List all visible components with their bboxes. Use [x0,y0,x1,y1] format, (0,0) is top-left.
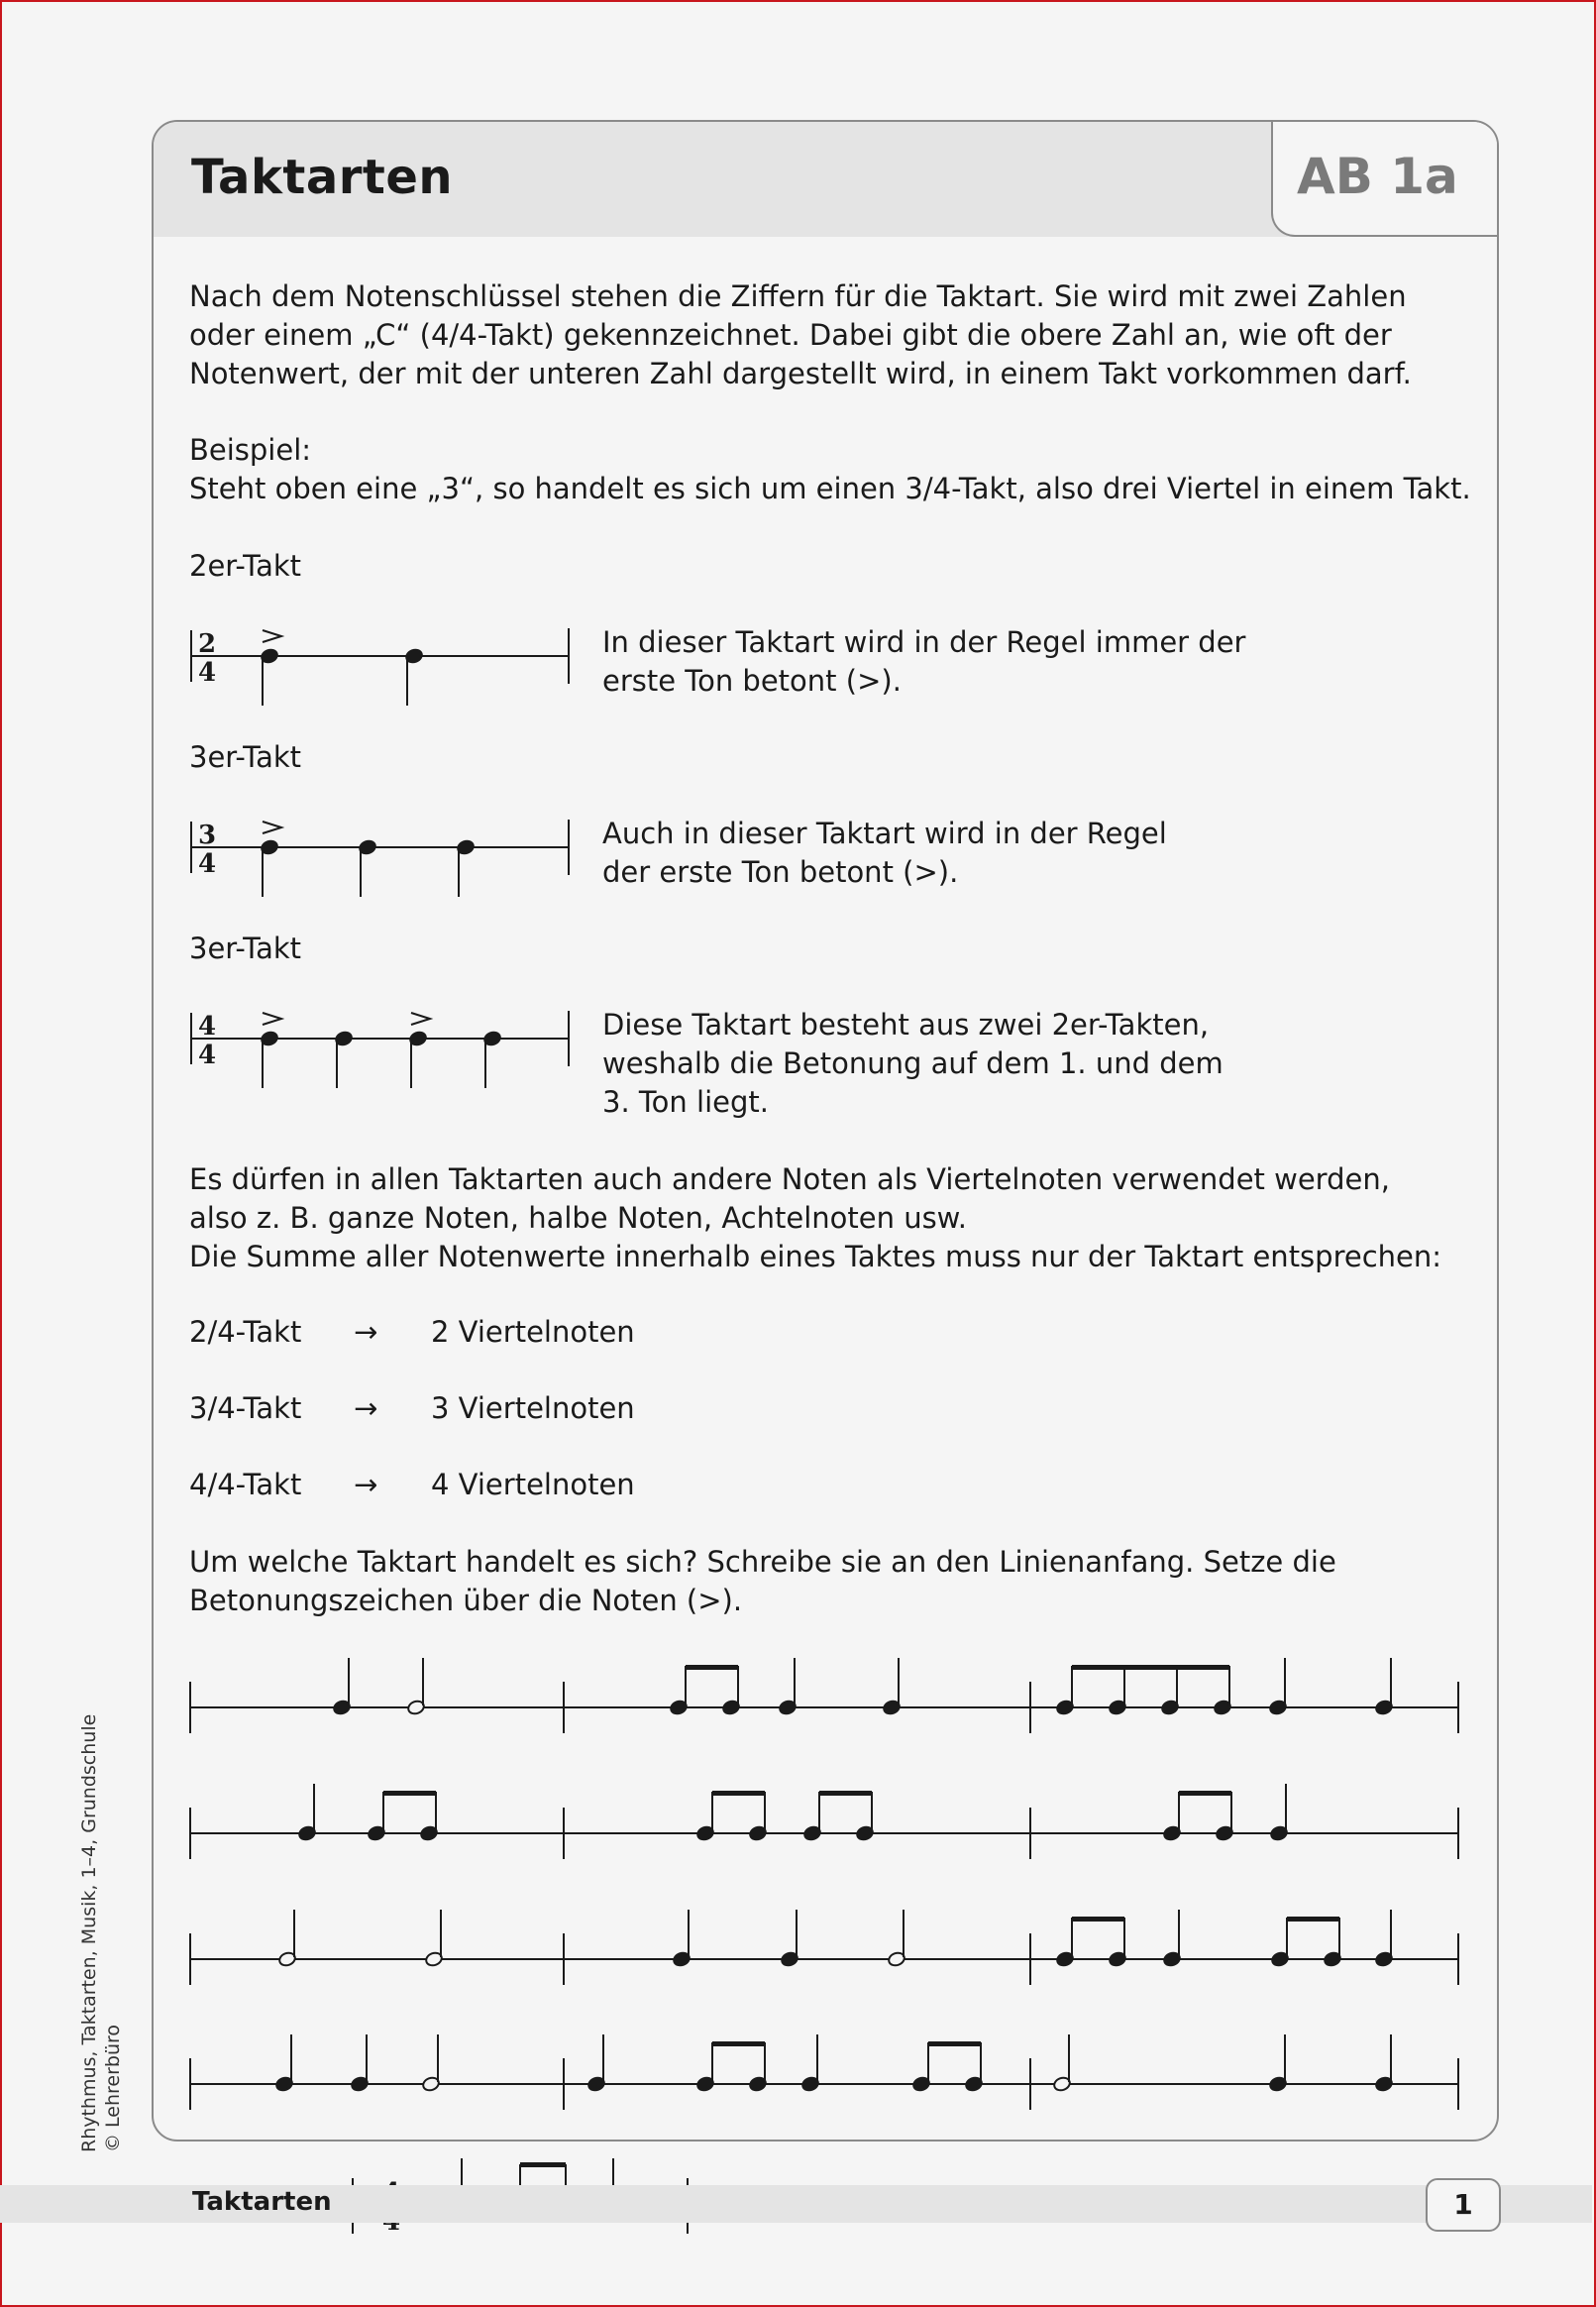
meter-desc-4er-2: weshalb die Betonung auf dem 1. und dem [602,1046,1224,1080]
task-line-1: Um welche Taktart handelt es sich? Schreibe sie an den Linienanfang. Setze die [189,1545,1336,1579]
eq-value-1: 2 Viertelnoten [431,1315,635,1349]
time-sig-top: 3 [198,821,217,850]
task-line-2: Betonungszeichen über die Noten (>). [189,1584,743,1617]
intro-line-2: oder einem „C“ (4/4-Takt) gekennzeichnet. Dabei gibt die obere Zahl an, wie oft der [189,318,1392,352]
meter-heading-2er: 2er-Takt [189,549,302,583]
eq-meter-1: 2/4-Takt [189,1315,302,1349]
footer-title: Taktarten [192,2187,332,2217]
time-sig-top: 2 [198,629,217,659]
credit-line-2: © Lehrerbüro [102,2024,124,2152]
sheet-label: AB 1a [1297,148,1458,205]
eq-meter-2: 3/4-Takt [189,1391,302,1425]
eq-value-3: 4 Viertelnoten [431,1468,635,1501]
eq-value-2: 3 Viertelnoten [431,1391,635,1425]
time-sig-bottom: 4 [198,658,217,688]
meter-desc-3er-2: der erste Ton betont (>). [602,855,959,889]
meter-desc-4er-3: 3. Ton liegt. [602,1085,769,1119]
page-title: Taktarten [191,150,454,205]
meter-desc-2er-2: erste Ton betont (>). [602,664,902,698]
side-credit [77,1714,125,2152]
meter-desc-2er-1: In dieser Taktart wird in der Regel immer der [602,625,1246,659]
time-sig-bottom: 4 [198,1041,217,1070]
meter-heading-3er: 3er-Takt [189,740,302,774]
meter-heading-4er: 3er-Takt [189,932,302,965]
credit-line-1: Rhythmus, Taktarten, Musik, 1–4, Grundschule [78,1713,100,2152]
meter-desc-4er-1: Diese Taktart besteht aus zwei 2er-Takten, [602,1008,1210,1042]
time-sig-bottom: 4 [198,849,217,879]
notes-info-2: also z. B. ganze Noten, halbe Noten, Achtelnoten usw. [189,1201,967,1235]
intro-line-3: Notenwert, der mit der unteren Zahl dargestellt wird, in einem Takt vorkommen darf. [189,357,1412,390]
arrow-icon: → [354,1391,378,1425]
notes-info-1: Es dürfen in allen Taktarten auch andere Noten als Viertelnoten verwendet werden, [189,1162,1390,1196]
arrow-icon: → [354,1315,378,1349]
page-number: 1 [1426,2178,1501,2232]
intro-line-1: Nach dem Notenschlüssel stehen die Ziffern für die Taktart. Sie wird mit zwei Zahlen [189,279,1407,313]
arrow-icon: → [354,1468,378,1501]
example-label: Beispiel: [189,433,312,467]
notes-info-3: Die Summe aller Notenwerte innerhalb eines Taktes muss nur der Taktart entsprechen: [189,1240,1442,1273]
eq-meter-3: 4/4-Takt [189,1468,302,1501]
example-text: Steht oben eine „3“, so handelt es sich um einen 3/4-Takt, also drei Viertel in einem Takt. [189,472,1471,505]
time-sig-top: 4 [198,1012,217,1042]
meter-desc-3er-1: Auch in dieser Taktart wird in der Regel [602,817,1167,850]
